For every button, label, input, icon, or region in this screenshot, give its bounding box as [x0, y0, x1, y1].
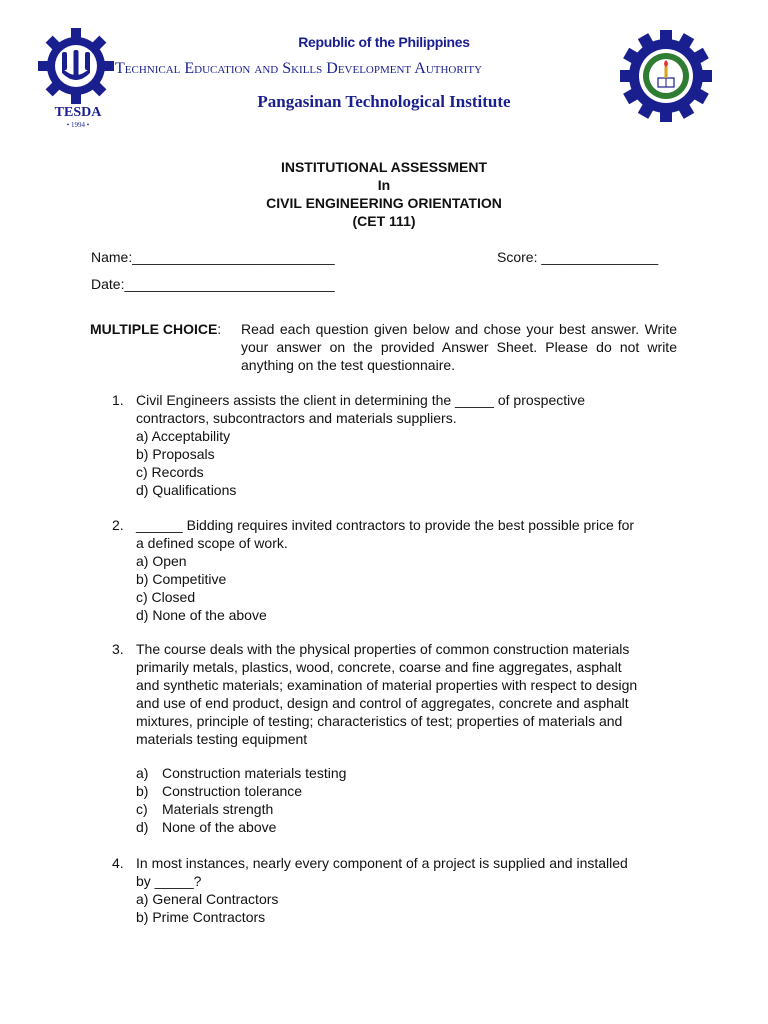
course-code: (CET 111) — [352, 213, 416, 229]
question-number: 3. — [112, 641, 124, 657]
question-number: 1. — [112, 392, 124, 408]
question-stem-line: contractors, subcontractors and materials suppliers. — [136, 410, 457, 426]
question-stem-line: Civil Engineers assists the client in determining the _____ of prospective — [136, 392, 586, 408]
question-number: 2. — [112, 517, 124, 533]
tesda-logo-year: • 1994 • — [66, 121, 90, 128]
tesda-logo-text: TESDA — [54, 105, 102, 120]
answer-option: b) Proposals — [136, 446, 215, 462]
answer-option: c) Materials strength — [136, 801, 274, 817]
score-field: Score: _______________ — [497, 249, 659, 265]
question-stem-line: ______ Bidding requires invited contractors to provide the best possible price for — [136, 517, 635, 533]
question-stem-line: by _____? — [136, 873, 202, 889]
question-stem-line: materials testing equipment — [136, 731, 308, 747]
answer-option: d) Qualifications — [136, 482, 237, 498]
answer-option: a) Open — [136, 553, 187, 569]
agency-heading: Technical Education and Skills Development Authority — [115, 60, 483, 77]
question-stem-line: The course deals with the physical properties of common construction materials — [136, 641, 630, 657]
answer-option: a) General Contractors — [136, 891, 279, 907]
question-stem-line: a defined scope of work. — [136, 535, 288, 551]
instructions-label: MULTIPLE CHOICE: — [90, 321, 222, 337]
answer-option: c) Closed — [136, 589, 196, 605]
question-4 — [112, 854, 682, 926]
answer-option: a) Acceptability — [136, 428, 231, 444]
question-2 — [112, 516, 682, 624]
assessment-title: INSTITUTIONAL ASSESSMENT — [280, 159, 488, 175]
answer-option: b) Competitive — [136, 571, 227, 587]
answer-option: b) Prime Contractors — [136, 909, 266, 925]
question-number: 4. — [112, 855, 124, 871]
institute-heading: Pangasinan Technological Institute — [257, 92, 511, 111]
answer-option: d) None of the above — [136, 819, 277, 835]
question-stem-line: In most instances, nearly every component of a project is supplied and installed — [136, 855, 628, 871]
instructions-text: Read each question given below and chose your best answer. Write your answer on the provided Answer Sheet. Please do not write anything on the test questionnaire. — [241, 321, 677, 373]
answer-option: b) Construction tolerance — [136, 783, 303, 799]
question-stem-line: primarily metals, plastics, wood, concrete, coarse and fine aggregates, asphalt — [136, 659, 622, 675]
question-stem-line: and synthetic materials; examination of material properties with respect to design — [136, 677, 638, 693]
question-1 — [112, 391, 682, 499]
answer-option: a) Construction materials testing — [136, 765, 347, 781]
name-field: Name:__________________________ — [91, 249, 335, 265]
question-stem-line: mixtures, principle of testing; characteristics of test; properties of materials and — [136, 713, 623, 729]
course-title: CIVIL ENGINEERING ORIENTATION — [266, 195, 502, 211]
assessment-title-in: In — [377, 177, 391, 193]
question-stem-line: and use of end product, design and control of aggregates, concrete and asphalt — [136, 695, 629, 711]
date-field: Date:___________________________ — [91, 276, 335, 292]
answer-option: d) None of the above — [136, 607, 267, 623]
republic-heading: Republic of the Philippines — [298, 34, 470, 50]
question-3 — [112, 640, 682, 836]
answer-option: c) Records — [136, 464, 204, 480]
